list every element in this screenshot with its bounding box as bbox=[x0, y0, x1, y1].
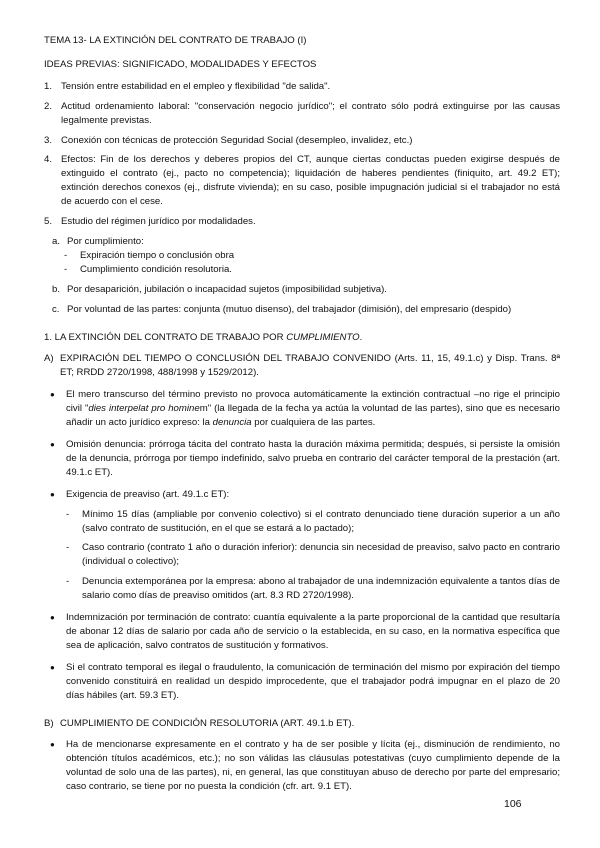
bullet-list bbox=[44, 738, 560, 794]
sub-list bbox=[44, 249, 560, 277]
item-text: Ha de mencionarse expresamente en el contrato y ha de ser posible y lícita (ej., disminución de rendimiento, no obtención títulos académicos, etc.); no son válidas las cláusulas potestativas (cuyo cumplimiento depende de la voluntad de solo una de las partes), ni, en general, las que constituyan abuso de derecho por parte del empresario; caso contrario, se tiene por no puesta la condición (cfr. art. 9.1 ET). bbox=[66, 739, 560, 793]
item-text: Estudio del régimen jurídico por modalidades. bbox=[61, 216, 256, 228]
list-item bbox=[50, 438, 560, 480]
list-item bbox=[50, 661, 560, 703]
item-text: Omisión denuncia: prórroga tácita del contrato hasta la duración máxima permitida; después, si persiste la omisión de la denuncia, prórroga por tiempo indefinido, salvo prueba en contrario del carácter temporal de la prestación (art. 49.1.c ET). bbox=[66, 438, 560, 478]
item-text: Por voluntad de las partes: conjunta (mutuo disenso), del trabajador (dimisión), del empresario (despido) bbox=[67, 303, 512, 315]
item-number: 1. bbox=[44, 80, 53, 92]
document-page bbox=[44, 34, 560, 802]
item-text: Exigencia de preaviso (art. 49.1.c ET): bbox=[66, 488, 230, 500]
list-item bbox=[64, 249, 560, 263]
item-number: 4. bbox=[44, 154, 53, 166]
item-text: Conexión con técnicas de protección Seguridad Social (desempleo, invalidez, etc.) bbox=[61, 134, 413, 146]
item-text: Por cumplimiento: bbox=[67, 235, 144, 247]
item-text: Caso contrario (contrato 1 año o duración inferior): denuncia sin necesidad de preaviso, salvo pacto en contrario (individual o colectivo); bbox=[82, 542, 560, 568]
item-text: Denuncia extemporánea por la empresa: abono al trabajador de una indemnización equivalente a tantos días de salario como días de preaviso omitidos (art. 8.3 RD 2720/1998). bbox=[82, 576, 560, 602]
bullet-icon: ● bbox=[50, 613, 55, 623]
section-subtitle: IDEAS PREVIAS: SIGNIFICADO, MODALIDADES Y EFECTOS bbox=[44, 58, 317, 70]
modalities-list bbox=[44, 235, 560, 317]
bullet-icon: ● bbox=[50, 740, 55, 750]
list-item bbox=[44, 80, 560, 94]
list-item bbox=[50, 738, 560, 794]
list-item bbox=[52, 235, 560, 249]
bullet-icon: ● bbox=[50, 662, 55, 672]
bullet-icon: ● bbox=[50, 390, 55, 400]
item-text: Cumplimiento condición resolutoria. bbox=[80, 263, 232, 275]
list-item bbox=[44, 215, 560, 229]
list-item bbox=[44, 153, 560, 209]
list-item bbox=[50, 488, 560, 502]
item-number: b. bbox=[52, 283, 61, 295]
list-item bbox=[50, 611, 560, 653]
item-text: Efectos: Fin de los derechos y deberes propios del CT, aunque ciertas conductas pueden exigirse después de extinguido el contrato (ej., pacto no competencia); liquidación de haberes pendientes (finiquito, art. 49.2 ET); extinción derechos conexos (ej., disfrute vivienda); en su caso, posible impugnación judicial si el trabajador no está de acuerdo con el cese. bbox=[61, 154, 560, 208]
item-text: Mínimo 15 días (ampliable por convenio colectivo) si el contrato denunciado tiene duración superior a un año (salvo contrato de sustitución, en el que se estará a lo pactado); bbox=[82, 508, 560, 534]
item-text: Por desaparición, jubilación o incapacidad sujetos (imposibilidad subjetiva). bbox=[67, 283, 387, 295]
list-item bbox=[66, 541, 560, 569]
list-item bbox=[52, 303, 560, 317]
list-item bbox=[64, 263, 560, 277]
bullet-list bbox=[44, 388, 560, 702]
item-text: Si el contrato temporal es ilegal o fraudulento, la comunicación de terminación del mismo por expiración del tiempo convenido constituirá en realidad un despido improcedente, que el trabajador podrá impugnar en el plazo de 20 días hábiles (art. 59.3 ET). bbox=[66, 661, 560, 701]
ideas-list bbox=[44, 80, 560, 229]
item-number: 5. bbox=[44, 216, 53, 228]
list-item bbox=[50, 388, 560, 430]
bullet-icon: ● bbox=[50, 489, 55, 499]
list-item bbox=[52, 283, 560, 297]
dash-icon: - bbox=[64, 263, 68, 275]
item-number: c. bbox=[52, 303, 60, 315]
item-number: 3. bbox=[44, 134, 53, 146]
dash-icon: - bbox=[66, 576, 70, 588]
item-number: a. bbox=[52, 235, 61, 247]
dash-icon: - bbox=[66, 542, 70, 554]
section-heading: 1. LA EXTINCIÓN DEL CONTRATO DE TRABAJO POR CUMPLIMIENTO. bbox=[44, 331, 363, 343]
item-text: Actitud ordenamiento laboral: "conservación negocio jurídico"; el contrato sólo podrá extinguirse por las causas legalmente previstas. bbox=[61, 100, 560, 126]
bullet-icon: ● bbox=[50, 439, 55, 449]
page-number: 106 bbox=[504, 798, 522, 810]
item-text: Indemnización por terminación de contrato: cuantía equivalente a la parte proporcional de la cantidad que resultaría de abonar 12 días de salario por cada año de servicio o la establecida, en su caso, en la normativa específica que sea de aplicación, salvo contratos de sustitución y formativos. bbox=[66, 612, 560, 651]
item-text: Tensión entre estabilidad en el empleo y flexibilidad "de salida". bbox=[61, 80, 331, 92]
list-item bbox=[44, 134, 560, 148]
item-text: Expiración tiempo o conclusión obra bbox=[80, 249, 235, 261]
item-text: El mero transcurso del término previsto no provoca automáticamente la extinción contractual –no rige el principio civil "dies interpelat pro hominem" (la llegada de la fecha ya actúa la voluntad de las partes), sino que es necesario añadir un acto jurídico expreso: la denuncia por cualquiera de las partes. bbox=[66, 389, 561, 429]
subsection-heading: B) CUMPLIMIENTO DE CONDICIÓN RESOLUTORIA (ART. 49.1.b ET). bbox=[44, 717, 355, 729]
page-title: TEMA 13- LA EXTINCIÓN DEL CONTRATO DE TRABAJO (I) bbox=[44, 35, 307, 46]
list-item bbox=[44, 100, 560, 128]
dash-icon: - bbox=[64, 249, 68, 261]
dash-icon: - bbox=[66, 508, 70, 520]
subsection-heading: A) EXPIRACIÓN DEL TIEMPO O CONCLUSIÓN DEL TRABAJO CONVENIDO (Arts. 11, 15, 49.1.c) y Disp. Trans. 8ª ET; RRDD 2720/1998, 488/1998 y 1529/2012). bbox=[44, 353, 560, 379]
list-item bbox=[66, 575, 560, 603]
list-item bbox=[66, 508, 560, 536]
item-number: 2. bbox=[44, 100, 53, 112]
